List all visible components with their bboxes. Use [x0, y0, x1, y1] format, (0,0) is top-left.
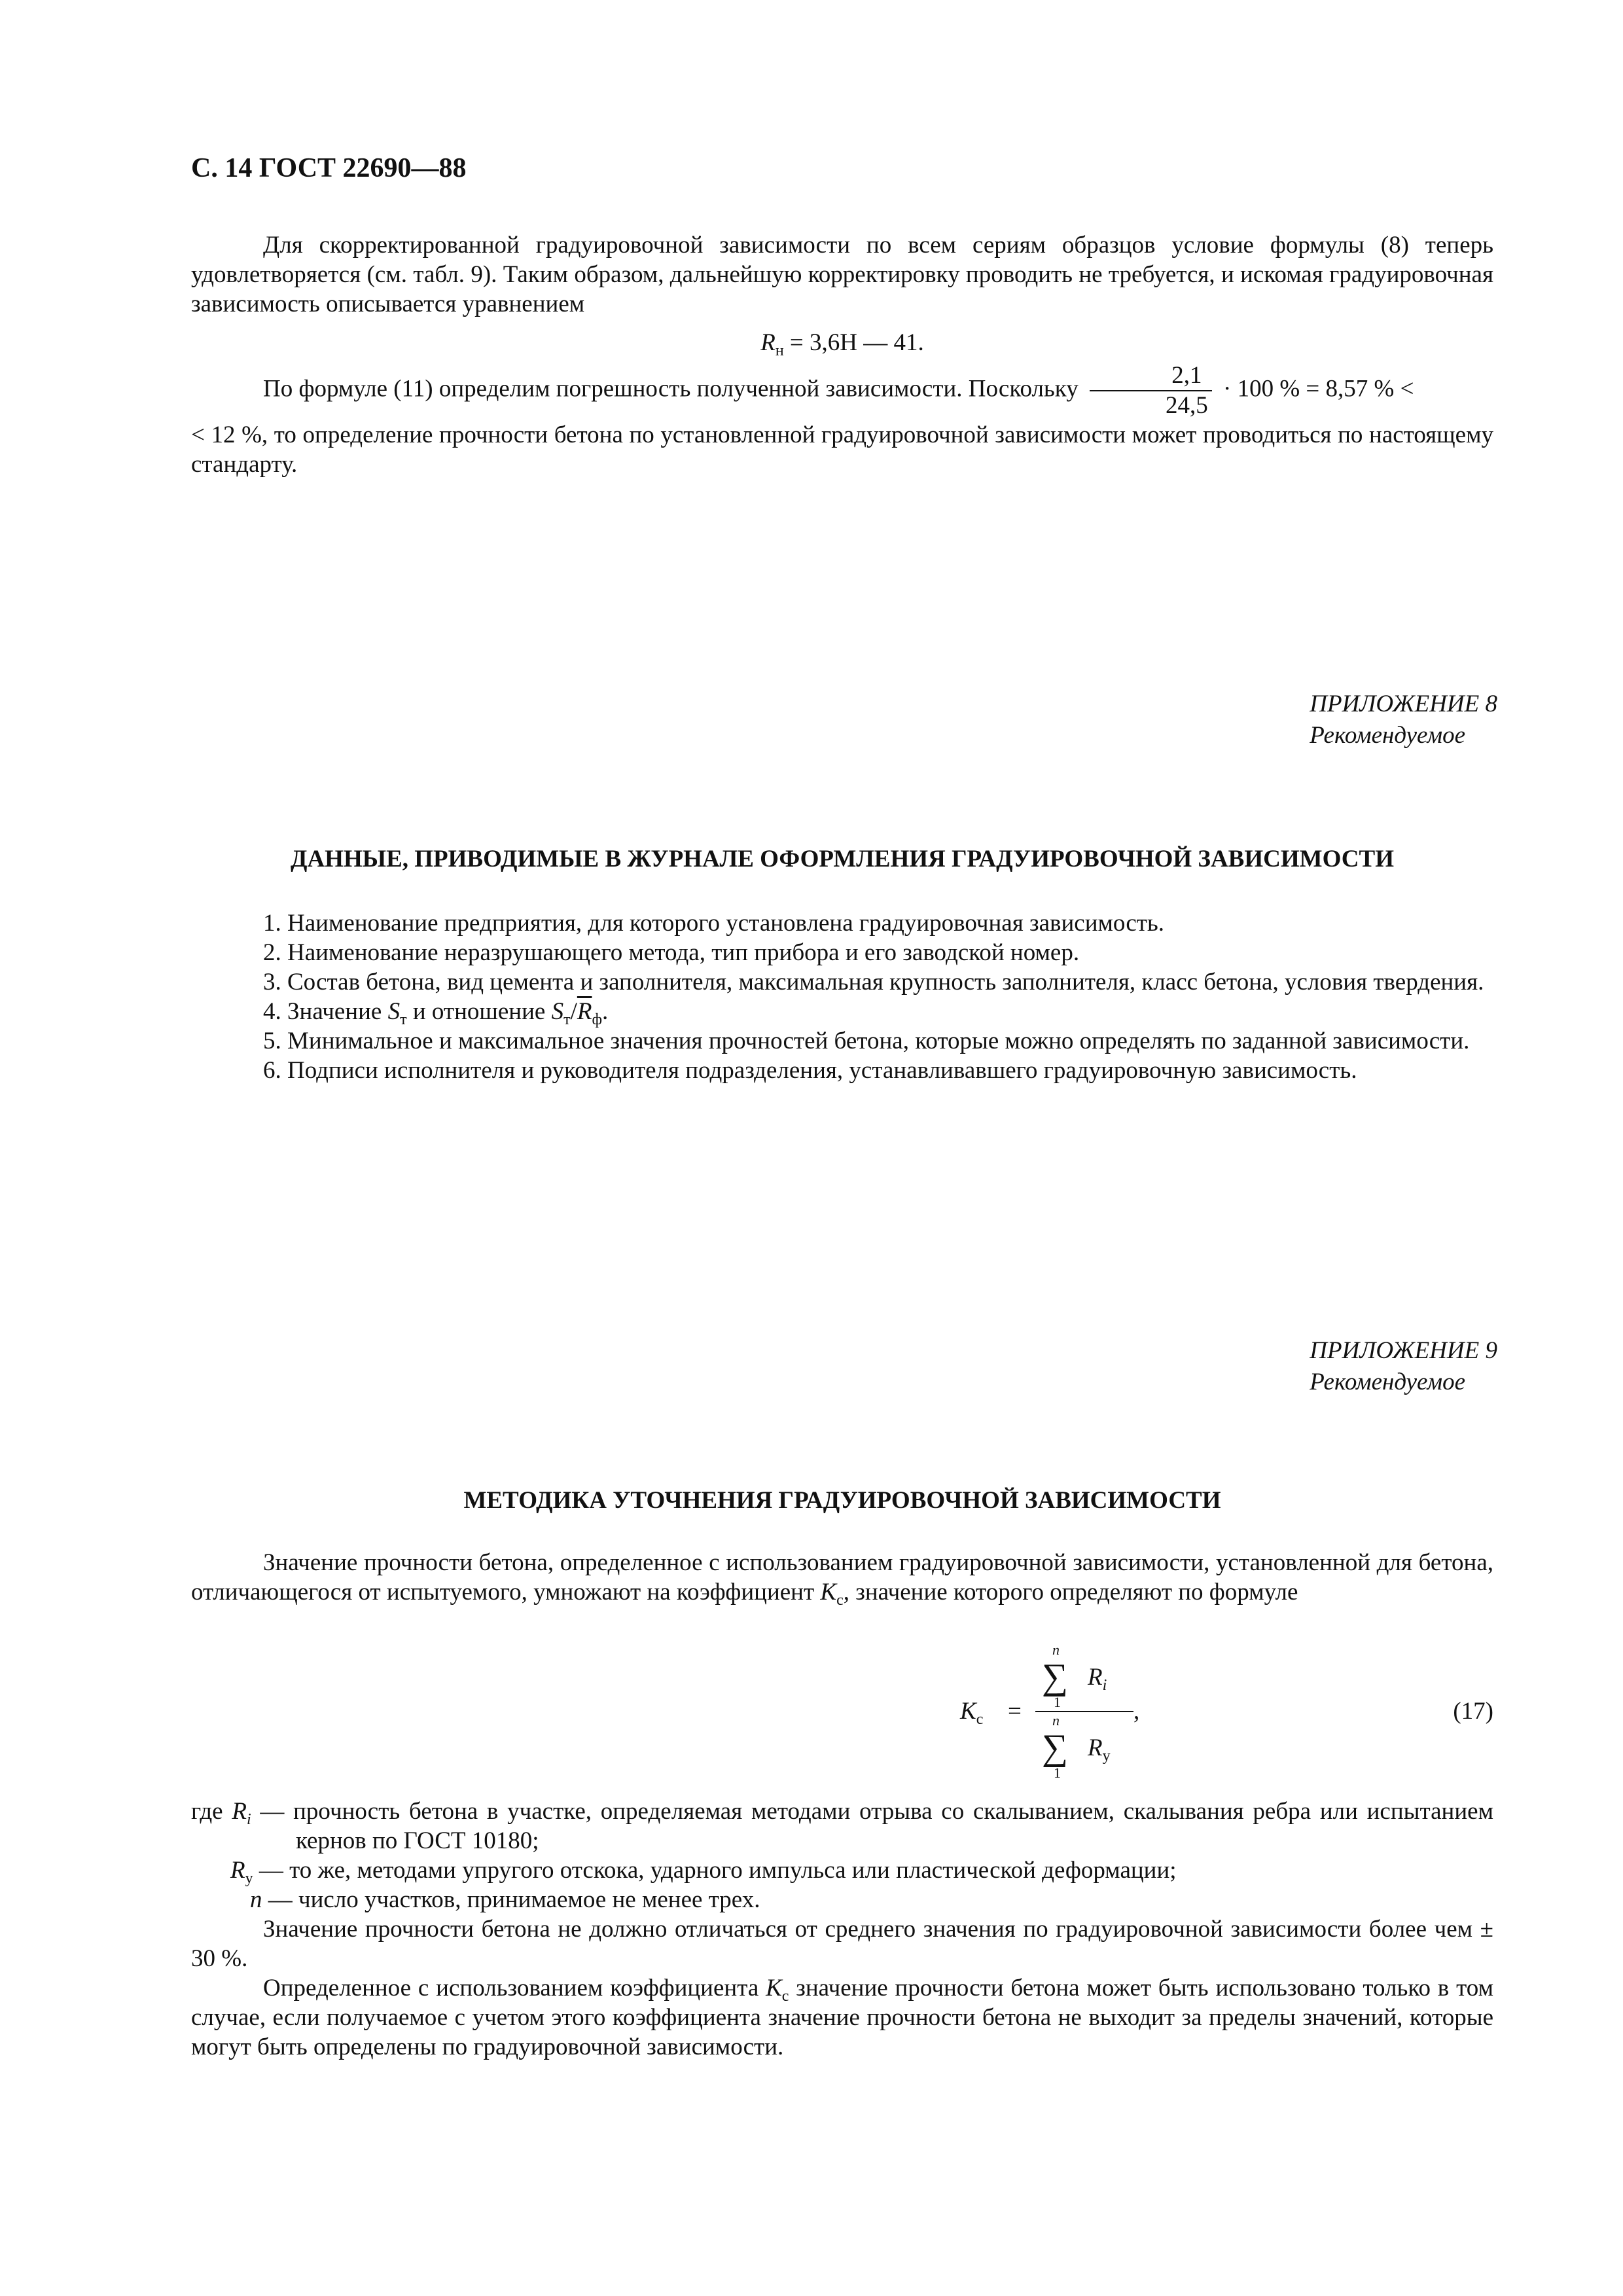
error-fraction: [1090, 361, 1212, 420]
item4-mid: и отношение: [406, 998, 552, 1025]
equation-rn: [191, 328, 1493, 357]
appendix8-list: [191, 908, 1493, 1085]
appendix8-label: ПРИЛОЖЕНИЕ 8: [1310, 691, 1497, 717]
fraction-numerator-row: [1035, 1643, 1114, 1708]
appendix9-paragraph-2: Значение прочности бетона не должно отличаться от среднего значения по градуировочной зависимости более чем ± 30 %.: [191, 1916, 1493, 1972]
formula-number: (17): [1453, 1698, 1493, 1725]
equation-sub: н: [775, 342, 784, 359]
formula-lhs-k: K: [960, 1698, 976, 1725]
intro-paragraph-3: < 12 %, то определение прочности бетона по установленной градуировочной зависимости может проводиться по настоящему стандарту.: [191, 422, 1493, 478]
appendix9-paragraph-1: [191, 1548, 1493, 1607]
where-n-text: — число участков, принимаемое не менее трех.: [262, 1886, 760, 1913]
sum-upper-limit: n: [1052, 1641, 1060, 1658]
appendix8-title: ДАННЫЕ, ПРИВОДИМЫЕ В ЖУРНАЛЕ ОФОРМЛЕНИЯ ГРАДУИРОВОЧНОЙ ЗАВИСИМОСТИ: [291, 846, 1394, 872]
num-r: R: [1088, 1664, 1103, 1691]
sum-icon: ∑: [1042, 1727, 1068, 1768]
page-header: С. 14 ГОСТ 22690—88: [191, 153, 467, 183]
den-r-sub: у: [1102, 1748, 1111, 1765]
p1-start: Значение прочности бетона, определенное с использованием градуировочной зависимости, установленной для бетона, отличающегося от испытуемого, умножают на коэффициент: [191, 1549, 1493, 1605]
fraction-numerator: 2,1: [1090, 361, 1212, 391]
item4-r: $\overline{R}$: [577, 998, 592, 1025]
appendix8-status: Рекомендуемое: [1310, 722, 1466, 749]
p3-k-sub: с: [781, 1988, 789, 2005]
item4-prefix: 4. Значение: [263, 998, 388, 1025]
appendix9-definitions: [191, 1797, 1493, 2062]
p1-k: K: [820, 1579, 837, 1605]
num-r-sub: i: [1102, 1677, 1107, 1694]
formula-lhs: [960, 1696, 983, 1726]
intro-paragraph-2: [191, 361, 1493, 420]
p1-end: , значение которого определяют по формуле: [843, 1579, 1298, 1605]
appendix9-intro: [191, 1548, 1493, 1607]
list-item-4: 4. Значение $S_т$ и отношение $S_т/\overline{R}_ф$.: [263, 998, 609, 1028]
appendix9-label: ПРИЛОЖЕНИЕ 9: [1310, 1337, 1497, 1364]
den-r: R: [1088, 1734, 1103, 1761]
item4-end: .: [602, 998, 609, 1025]
item4-s-sub: т: [400, 1011, 407, 1028]
appendix9-label-block: [1310, 1335, 1497, 1398]
appendix9-status: Рекомендуемое: [1310, 1369, 1466, 1395]
fraction-denominator: 24,5: [1166, 392, 1208, 419]
p3-end: значение прочности бетона может быть использовано только в том случае, если получаемое с учетом этого коэффициента значение прочности бетона не выходит за пределы значений, которые могут быть определены по градуировочной зависимости.: [191, 1975, 1493, 2060]
formula-lhs-sub: с: [976, 1711, 984, 1728]
intro-section: [191, 230, 1493, 479]
intro-p2-start: По формуле (11) определим погрешность полученной зависимости. Поскольку: [263, 375, 1079, 403]
equation-lhs: R: [760, 329, 776, 356]
where-ry: R: [230, 1857, 245, 1884]
appendix8-label-block: [1310, 689, 1497, 751]
appendix9-paragraph-3: [191, 1973, 1493, 2062]
appendix9-title: МЕТОДИКА УТОЧНЕНИЯ ГРАДУИРОВОЧНОЙ ЗАВИСИМОСТИ: [463, 1487, 1221, 1514]
equation-rhs: = 3,6H — 41.: [783, 329, 924, 356]
sum-lower-limit: 1: [1054, 1694, 1061, 1710]
denominator-term: [1088, 1733, 1111, 1763]
where-ri-text: — прочность бетона в участке, определяемая методами отрыва со скалыванием, скалывания ребра или испытанием кернов по ГОСТ 10180;: [251, 1798, 1493, 1854]
p3-k: K: [766, 1975, 782, 2001]
item4-s2-sub: т: [563, 1011, 571, 1028]
where-n: n: [250, 1886, 262, 1913]
item4-s: S: [387, 998, 401, 1025]
where-ry-sub: у: [245, 1870, 253, 1887]
formula-equals: =: [1008, 1698, 1022, 1725]
fraction-denominator-row: [1035, 1713, 1114, 1779]
item4-s2: S: [551, 998, 564, 1025]
list-item: 6. Подписи исполнителя и руководителя подразделения, устанавливавшего градуировочную зависимость.: [263, 1057, 1357, 1084]
list-item: 5. Минимальное и максимальное значения прочностей бетона, которые можно определять по заданной зависимости.: [263, 1028, 1470, 1054]
list-item: 3. Состав бетона, вид цемента и заполнителя, максимальная крупность заполнителя, класс бетона, условия твердения.: [263, 969, 1484, 996]
numerator-term: [1088, 1662, 1107, 1692]
list-item: 1. Наименование предприятия, для которого установлена градуировочная зависимость.: [263, 910, 1165, 937]
p3-start: Определенное с использованием коэффициента: [263, 1975, 766, 2001]
where-ri-sub: i: [246, 1811, 251, 1828]
formula-17: [191, 1643, 1493, 1793]
fraction-bar: [1035, 1711, 1133, 1712]
item4-r-sub: ф: [592, 1011, 603, 1028]
intro-p2-after: · 100 % = 8,57 % <: [1223, 375, 1414, 403]
p1-k-sub: с: [836, 1592, 844, 1609]
list-item: 2. Наименование неразрушающего метода, тип прибора и его заводской номер.: [263, 939, 1080, 966]
where-ri: R: [232, 1798, 247, 1825]
definition-ry: [191, 1856, 1493, 1885]
sum-upper-limit: n: [1052, 1712, 1060, 1729]
sum-icon: ∑: [1042, 1657, 1068, 1697]
definition-n: [191, 1885, 1493, 1914]
formula-comma: ,: [1133, 1698, 1140, 1725]
where-ry-text: — то же, методами упругого отскока, ударного импульса или пластической деформации;: [253, 1857, 1177, 1884]
sum-lower-limit: 1: [1054, 1765, 1061, 1781]
definition-ri: [191, 1797, 1493, 1856]
intro-paragraph-1: Для скорректированной градуировочной зависимости по всем сериям образцов условие формулы (8) теперь удовлетворяется (см. табл. 9). Таким образом, дальнейшую корректировку проводить не требуется, и искомая градуировочная зависимость описывается уравнением: [191, 232, 1493, 317]
formula-fraction: [1035, 1643, 1114, 1779]
where-prefix: где: [191, 1798, 232, 1825]
